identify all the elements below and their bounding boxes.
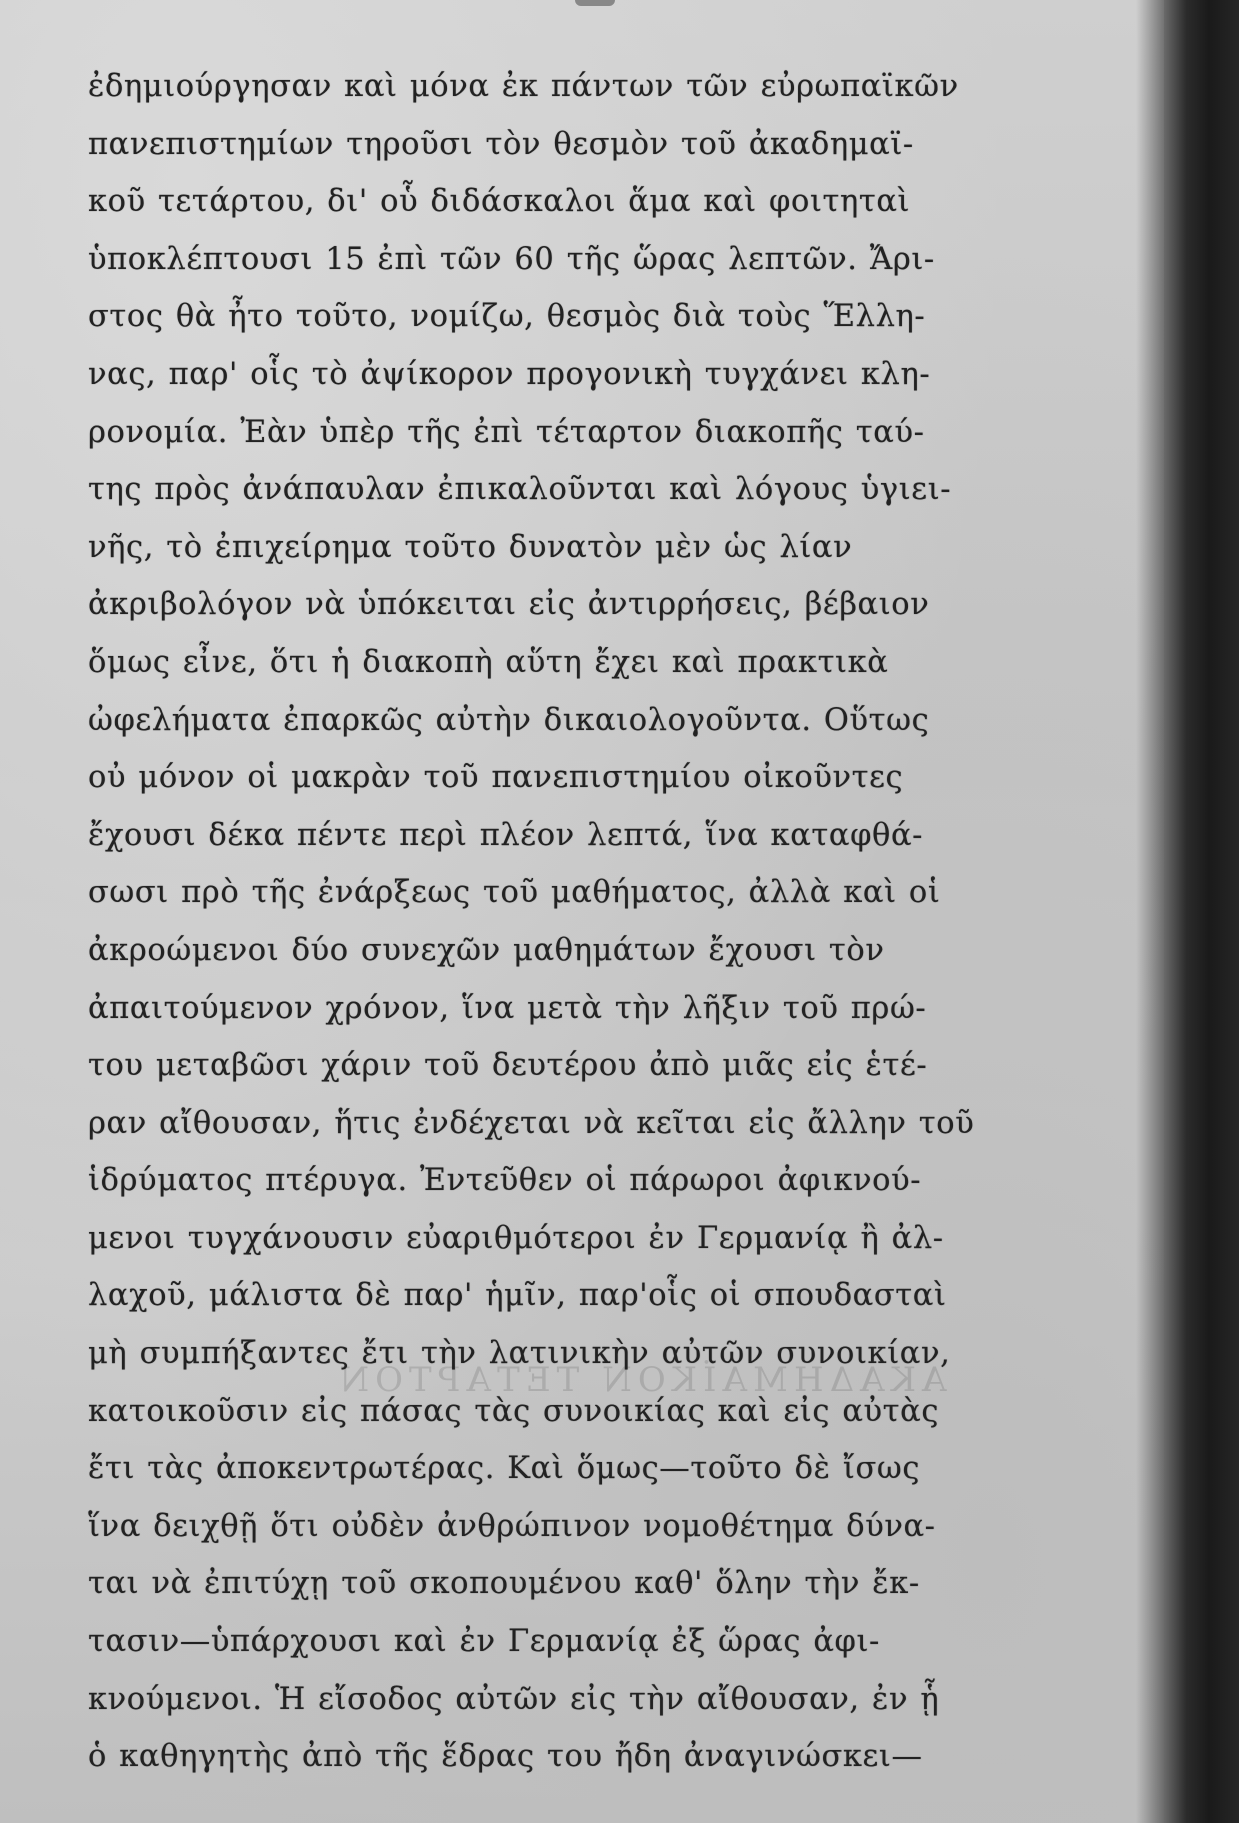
text-line: στος θὰ ἦτο τοῦτο, νομίζω, θεσμὸς διὰ τοὺς Ἕλλη- bbox=[88, 299, 926, 335]
text-line: του μεταβῶσι χάριν τοῦ δευτέρου ἀπὸ μιᾶς εἰς ἑτέ- bbox=[88, 1048, 928, 1084]
text-line: ται νὰ ἐπιτύχῃ τοῦ σκοπουμένου καθ' ὅλην τὴν ἔκ- bbox=[88, 1566, 920, 1602]
text-line: μενοι τυγχάνουσιν εὐαριθμότεροι ἐν Γερμανίᾳ ἢ ἀλ- bbox=[88, 1220, 944, 1256]
text-line: ἀκροώμενοι δύο συνεχῶν μαθημάτων ἔχουσι τὸν bbox=[88, 932, 885, 968]
text-line: της πρὸς ἀνάπαυλαν ἐπικαλοῦνται καὶ λόγους ὑγιει- bbox=[88, 472, 952, 508]
text-line: ὑποκλέπτουσι 15 ἐπὶ τῶν 60 τῆς ὥρας λεπτῶν. Ἄρι- bbox=[88, 241, 935, 277]
text-line: ἐδημιούργησαν καὶ μόνα ἐκ πάντων τῶν εὐρωπαϊκῶν bbox=[88, 69, 959, 104]
text-line: σωσι πρὸ τῆς ἐνάρξεως τοῦ μαθήματος, ἀλλὰ καὶ οἱ bbox=[88, 875, 941, 911]
text-line: νας, παρ' οἷς τὸ ἀψίκορον προγονικὴ τυγχάνει κλη- bbox=[88, 356, 931, 392]
text-line: κνούμενοι. Ἡ εἴσοδος αὐτῶν εἰς τὴν αἴθουσαν, ἐν ᾗ bbox=[88, 1681, 940, 1717]
bleed-through-title: ΑΚΑΔΗΜΑΪΚΟΝ ΤΕΤΑΡΤΟΝ bbox=[333, 1360, 947, 1400]
text-line: νῆς, τὸ ἐπιχείρημα τοῦτο δυνατὸν μὲν ὡς λίαν bbox=[88, 529, 853, 565]
body-text bbox=[88, 58, 1108, 1786]
text-line: κοῦ τετάρτου, δι' οὗ διδάσκαλοι ἅμα καὶ φοιτηταὶ bbox=[88, 184, 911, 220]
text-line: πανεπιστημίων τηροῦσι τὸν θεσμὸν τοῦ ἀκαδημαϊ- bbox=[88, 126, 914, 162]
text-line: ὅμως εἶνε, ὅτι ἡ διακοπὴ αὕτη ἔχει καὶ πρακτικὰ bbox=[88, 644, 889, 680]
text-line: ἔτι τὰς ἀποκεντρωτέρας. Καὶ ὅμως—τοῦτο δὲ ἴσως bbox=[88, 1451, 921, 1487]
book-gutter bbox=[1164, 0, 1239, 1823]
text-line: ἔχουσι δέκα πέντε περὶ πλέον λεπτά, ἵνα καταφθά- bbox=[88, 817, 924, 853]
text-line: ρονομία. Ἐὰν ὑπὲρ τῆς ἐπὶ τέταρτον διακοπῆς ταύ- bbox=[88, 414, 925, 450]
text-line: ραν αἴθουσαν, ἥτις ἐνδέχεται νὰ κεῖται εἰς ἄλλην τοῦ bbox=[88, 1105, 975, 1141]
text-line: ὠφελήματα ἐπαρκῶς αὐτὴν δικαιολογοῦντα. Οὕτως bbox=[88, 702, 930, 738]
text-line: τασιν—ὑπάρχουσι καὶ ἐν Γερμανίᾳ ἐξ ὥρας ἀφι- bbox=[88, 1624, 880, 1660]
text-line: ἀκριβολόγον νὰ ὑπόκειται εἰς ἀντιρρήσεις, βέβαιον bbox=[88, 587, 930, 623]
text-line: μὴ συμπήξαντες ἔτι τὴν λατινικὴν αὐτῶν συνοικίαν, bbox=[88, 1336, 951, 1372]
text-line: οὐ μόνον οἱ μακρὰν τοῦ πανεπιστημίου οἰκοῦντες bbox=[88, 760, 904, 796]
page-edge-shadow bbox=[1136, 0, 1164, 1823]
top-letter-fragment bbox=[575, 0, 615, 6]
text-line: ἵνα δειχθῇ ὅτι οὐδὲν ἀνθρώπινον νομοθέτημα δύνα- bbox=[88, 1508, 936, 1544]
text-line: ἀπαιτούμενον χρόνον, ἵνα μετὰ τὴν λῆξιν τοῦ πρώ- bbox=[88, 990, 927, 1026]
text-line: ὁ καθηγητὴς ἀπὸ τῆς ἕδρας του ἤδη ἀναγινώσκει— bbox=[88, 1739, 923, 1775]
text-line: λαχοῦ, μάλιστα δὲ παρ' ἡμῖν, παρ'οἷς οἱ σπουδασταὶ bbox=[88, 1278, 947, 1314]
text-line: κατοικοῦσιν εἰς πάσας τὰς συνοικίας καὶ εἰς αὐτὰς bbox=[88, 1393, 940, 1429]
text-line: ἱδρύματος πτέρυγα. Ἐντεῦθεν οἱ πάρωροι ἀφικνού- bbox=[88, 1163, 922, 1199]
